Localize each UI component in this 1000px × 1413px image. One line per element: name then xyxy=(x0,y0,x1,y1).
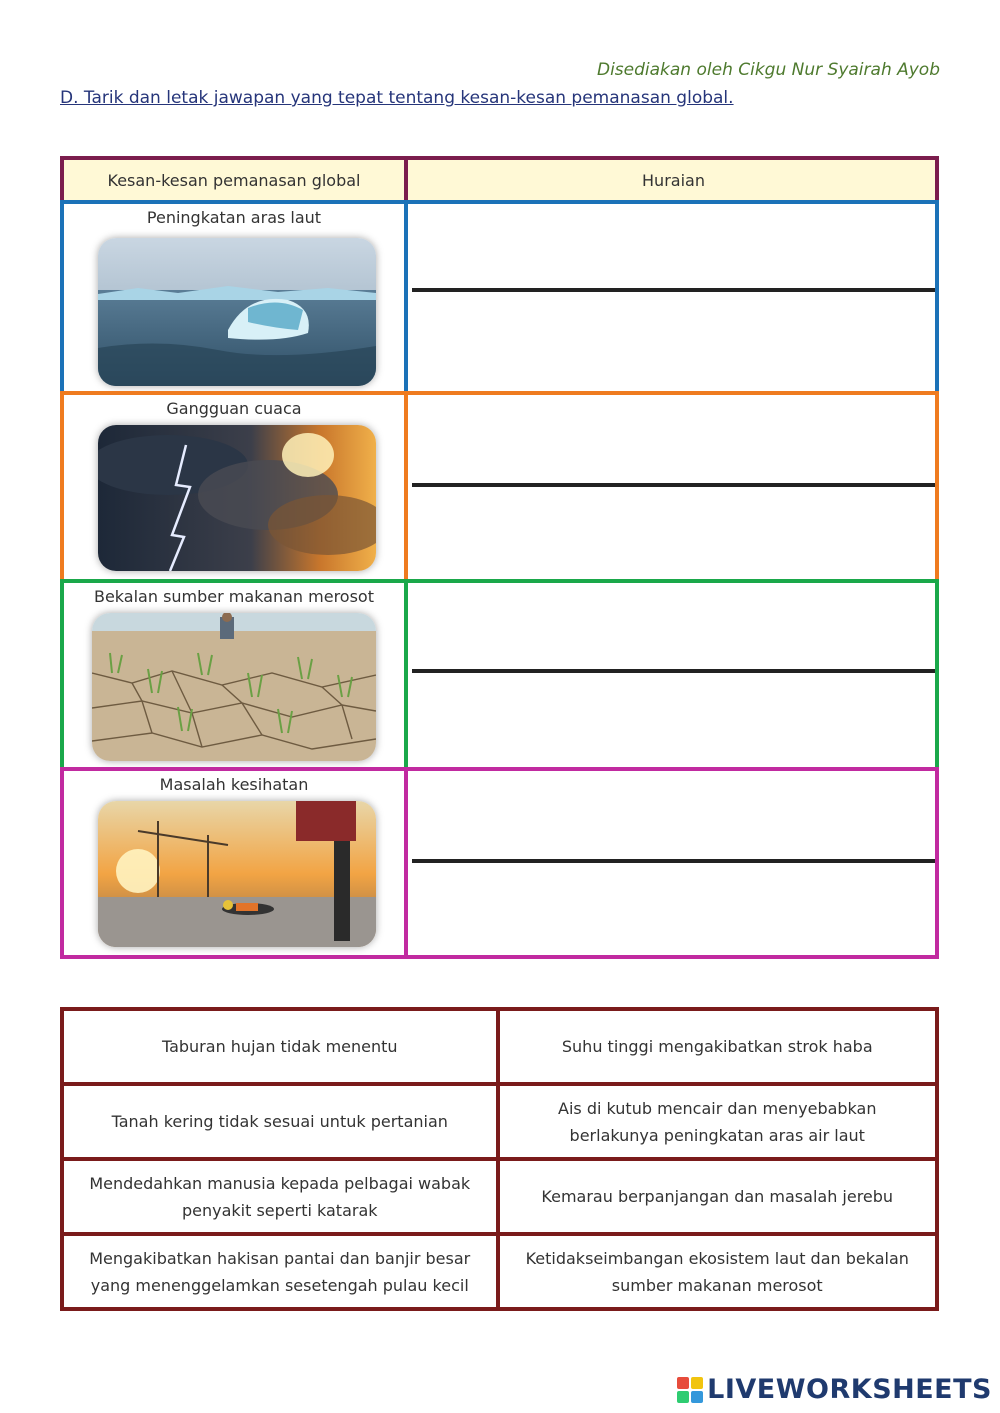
table-row xyxy=(60,579,939,771)
liveworksheets-logo xyxy=(677,1374,992,1405)
answer-options-table xyxy=(60,1007,939,1311)
answer-option[interactable]: Ketidakseimbangan ekosistem laut dan bekalan sumber makanan merosot xyxy=(525,1248,909,1295)
answer-option[interactable]: Suhu tinggi mengakibatkan strok haba xyxy=(561,1037,873,1056)
lightning-storm-photo xyxy=(98,425,376,571)
liveworksheets-logo-icon xyxy=(677,1377,703,1403)
answer-row xyxy=(64,1082,935,1157)
description-drop-slot[interactable] xyxy=(412,291,935,391)
description-drop-slot[interactable] xyxy=(412,395,935,487)
effects-table xyxy=(60,156,939,959)
effect-label: Peningkatan aras laut xyxy=(146,208,322,227)
effect-label: Masalah kesihatan xyxy=(159,775,309,794)
brand-name: LIVEWORKSHEETS xyxy=(707,1374,992,1405)
answer-row xyxy=(64,1157,935,1232)
description-drop-slot[interactable] xyxy=(412,487,935,579)
answer-option[interactable]: Kemarau berpanjangan dan masalah jerebu xyxy=(541,1187,894,1206)
description-drop-slot[interactable] xyxy=(412,583,935,673)
header-effects: Kesan-kesan pemanasan global xyxy=(64,160,408,200)
author-credit: Disediakan oleh Cikgu Nur Syairah Ayob xyxy=(596,60,940,80)
table-header xyxy=(60,156,939,204)
table-row xyxy=(60,200,939,395)
header-description: Huraian xyxy=(642,170,705,190)
answer-row xyxy=(64,1011,935,1082)
table-row xyxy=(60,767,939,959)
instruction-text: D. Tarik dan letak jawapan yang tepat tentang kesan-kesan pemanasan global. xyxy=(60,88,734,108)
answer-option[interactable]: Mendedahkan manusia kepada pelbagai wabak penyakit seperti katarak xyxy=(64,1161,500,1232)
answer-option[interactable]: Mengakibatkan hakisan pantai dan banjir besar yang menenggelamkan sesetengah pulau kecil xyxy=(64,1236,500,1307)
description-drop-slot[interactable] xyxy=(412,771,935,863)
answer-option[interactable]: Taburan hujan tidak menentu xyxy=(64,1011,500,1082)
answer-option[interactable]: Tanah kering tidak sesuai untuk pertanian xyxy=(64,1086,500,1157)
melting-iceberg-photo xyxy=(98,238,376,386)
dry-cracked-field-photo xyxy=(92,613,376,761)
effect-label: Bekalan sumber makanan merosot xyxy=(93,587,374,606)
effect-cell xyxy=(64,395,408,579)
answer-option[interactable]: Ais di kutub mencair dan menyebabkan berlakunya peningkatan aras air laut xyxy=(558,1098,877,1145)
effect-cell xyxy=(64,204,408,391)
effect-cell xyxy=(64,771,408,955)
effect-cell xyxy=(64,583,408,767)
heatstroke-road-photo xyxy=(98,801,376,947)
effect-label: Gangguan cuaca xyxy=(166,399,302,418)
table-row xyxy=(60,391,939,583)
description-drop-slot[interactable] xyxy=(412,673,935,767)
description-drop-slot[interactable] xyxy=(412,863,935,955)
answer-row xyxy=(64,1232,935,1307)
description-drop-slot[interactable] xyxy=(412,204,935,292)
